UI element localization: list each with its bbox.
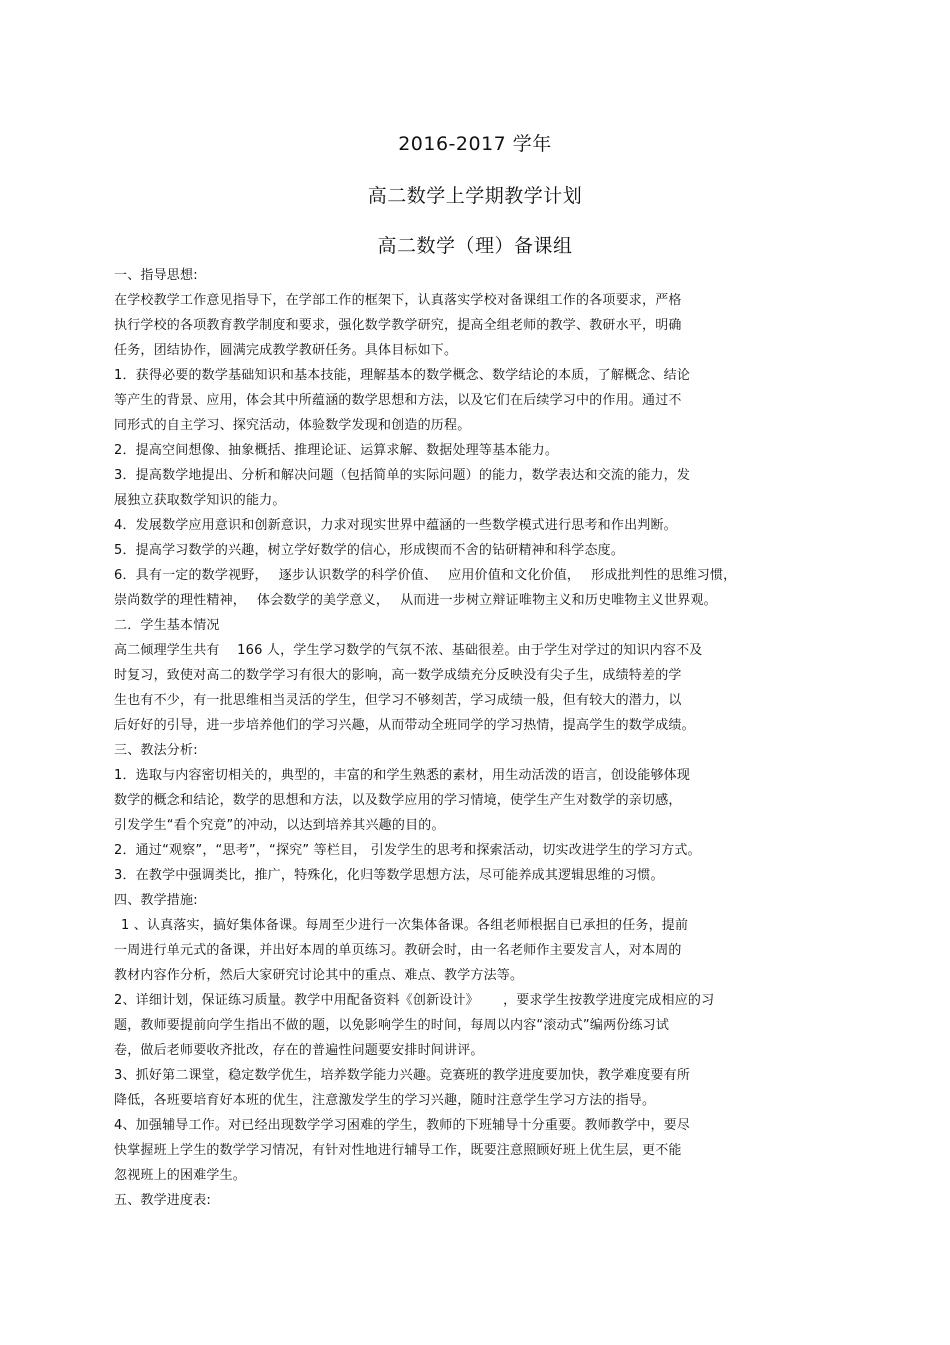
paragraph-line: 同形式的自主学习、探究活动，体验数学发现和创造的历程。	[114, 418, 471, 433]
paragraph-line: 崇尚数学的理性精神， 体会数学的美学意义， 从而进一步树立辩证唯物主义和历史唯物主义世界观。	[114, 593, 717, 608]
paragraph-line: 卷，做后老师要收齐批改，存在的普遍性问题要安排时间讲评。	[114, 1043, 484, 1058]
section-heading-guiding-ideology: 一、指导思想:	[114, 268, 198, 283]
paragraph-line: 数学的概念和结论，数学的思想和方法，以及数学应用的学习情境，使学生产生对数学的亲切感，	[114, 793, 682, 808]
goal-item-3: 3．提高数学地提出、分析和解决问题（包括简单的实际问题）的能力，数学表达和交流的能力，发	[114, 468, 691, 483]
measure-item-2: 2、详细计划，保证练习质量。教学中用配备资料《创新设计》 ，要求学生按教学进度完成相应的习	[114, 993, 715, 1008]
measure-item-1: 1 、认真落实，搞好集体备课。每周至少进行一次集体备课。各组老师根据自已承担的任务，提前	[121, 918, 689, 933]
section-heading-teaching-measures: 四、教学措施:	[114, 893, 198, 908]
method-item-3: 3．在教学中强调类比，推广，特殊化，化归等数学思想方法，尽可能养成其逻辑思维的习惯。	[114, 868, 664, 883]
goal-item-5: 5．提高学习数学的兴趣，树立学好数学的信心，形成锲而不舍的钻研精神和科学态度。	[114, 543, 625, 558]
method-item-1: 1．选取与内容密切相关的，典型的，丰富的和学生熟悉的素材，用生动活泼的语言，创设能够体现	[114, 768, 691, 783]
section-heading-student-situation: 二．学生基本情况	[114, 618, 220, 633]
paragraph-line: 快掌握班上学生的数学学习情况，有针对性地进行辅导工作，既要注意照顾好班上优生层，更不能	[114, 1143, 682, 1158]
paragraph-line: 教材内容作分析，然后大家研究讨论其中的重点、难点、教学方法等。	[114, 968, 524, 983]
academic-year-title: 2016-2017 学年	[398, 133, 552, 155]
goal-item-1: 1．获得必要的数学基础知识和基本技能，理解基本的数学概念、数学结论的本质，了解概念、结论	[114, 368, 691, 383]
paragraph-line: 等产生的背景、应用，体会其中所蕴涵的数学思想和方法，以及它们在后续学习中的作用。通过不	[114, 393, 682, 408]
measure-item-4: 4、加强辅导工作。对已经出现数学学习困难的学生，教师的下班辅导十分重要。教师教学中，要尽	[114, 1118, 691, 1133]
group-title: 高二数学（理）备课组	[377, 235, 573, 257]
paragraph-line: 降低，各班要培育好本班的优生，注意激发学生的学习兴趣，随时注意学生学习方法的指导。	[114, 1093, 656, 1108]
paragraph-line: 生也有不少，有一批思维相当灵活的学生，但学习不够刻苦，学习成绩一般，但有较大的潜力，以	[114, 693, 682, 708]
paragraph-line: 后好好的引导，进一步培养他们的学习兴趣，从而带动全班同学的学习热情，提高学生的数学成绩。	[114, 718, 695, 733]
paragraph-line: 引发学生“看个究竟”的冲动，以达到培养其兴趣的目的。	[114, 818, 445, 833]
method-item-2: 2．通过“观察”，“思考”，“探究” 等栏目， 引发学生的思考和探索活动，切实改进学生的学习方式。	[114, 843, 701, 858]
paragraph-line: 执行学校的各项教育教学制度和要求，强化数学教学研究，提高全组老师的教学、教研水平，明确	[114, 318, 682, 333]
plan-title: 高二数学上学期教学计划	[367, 185, 583, 207]
paragraph-line: 时复习，致使对高二的数学学习有很大的影响，高一数学成绩充分反映没有尖子生，成绩特差的学	[114, 668, 682, 683]
goal-item-4: 4．发展数学应用意识和创新意识，力求对现实世界中蕴涵的一些数学模式进行思考和作出判断。	[114, 518, 677, 533]
paragraph-line: 忽视班上的困难学生。	[114, 1168, 247, 1183]
measure-item-3: 3、抓好第二课堂，稳定数学优生，培养数学能力兴趣。竞赛班的教学进度要加快，教学难度要有所	[114, 1068, 691, 1083]
section-heading-teaching-schedule: 五、教学进度表:	[114, 1193, 211, 1208]
paragraph-line: 题，教师要提前向学生指出不做的题，以免影响学生的时间，每周以内容“滚动式”编两份练习试	[114, 1018, 670, 1033]
paragraph-line: 在学校教学工作意见指导下，在学部工作的框架下，认真落实学校对备课组工作的各项要求，严格	[114, 293, 682, 308]
goal-item-6: 6．具有一定的数学视野， 逐步认识数学的科学价值、 应用价值和文化价值， 形成批判性的思维习惯，	[114, 568, 737, 583]
goal-item-2: 2．提高空间想像、抽象概括、推理论证、运算求解、数据处理等基本能力。	[114, 443, 559, 458]
paragraph-line: 高二倾理学生共有 166 人，学生学习数学的气氛不浓、基础很差。由于学生对学过的知识内容不及	[114, 643, 703, 658]
paragraph-line: 展独立获取数学知识的能力。	[114, 493, 286, 508]
paragraph-line: 一周进行单元式的备课，并出好本周的单页练习。教研会时，由一名老师作主要发言人，对本周的	[114, 943, 682, 958]
section-heading-teaching-analysis: 三、教法分析:	[114, 743, 198, 758]
paragraph-line: 任务，团结协作，圆满完成教学教研任务。具体目标如下。	[114, 343, 458, 358]
